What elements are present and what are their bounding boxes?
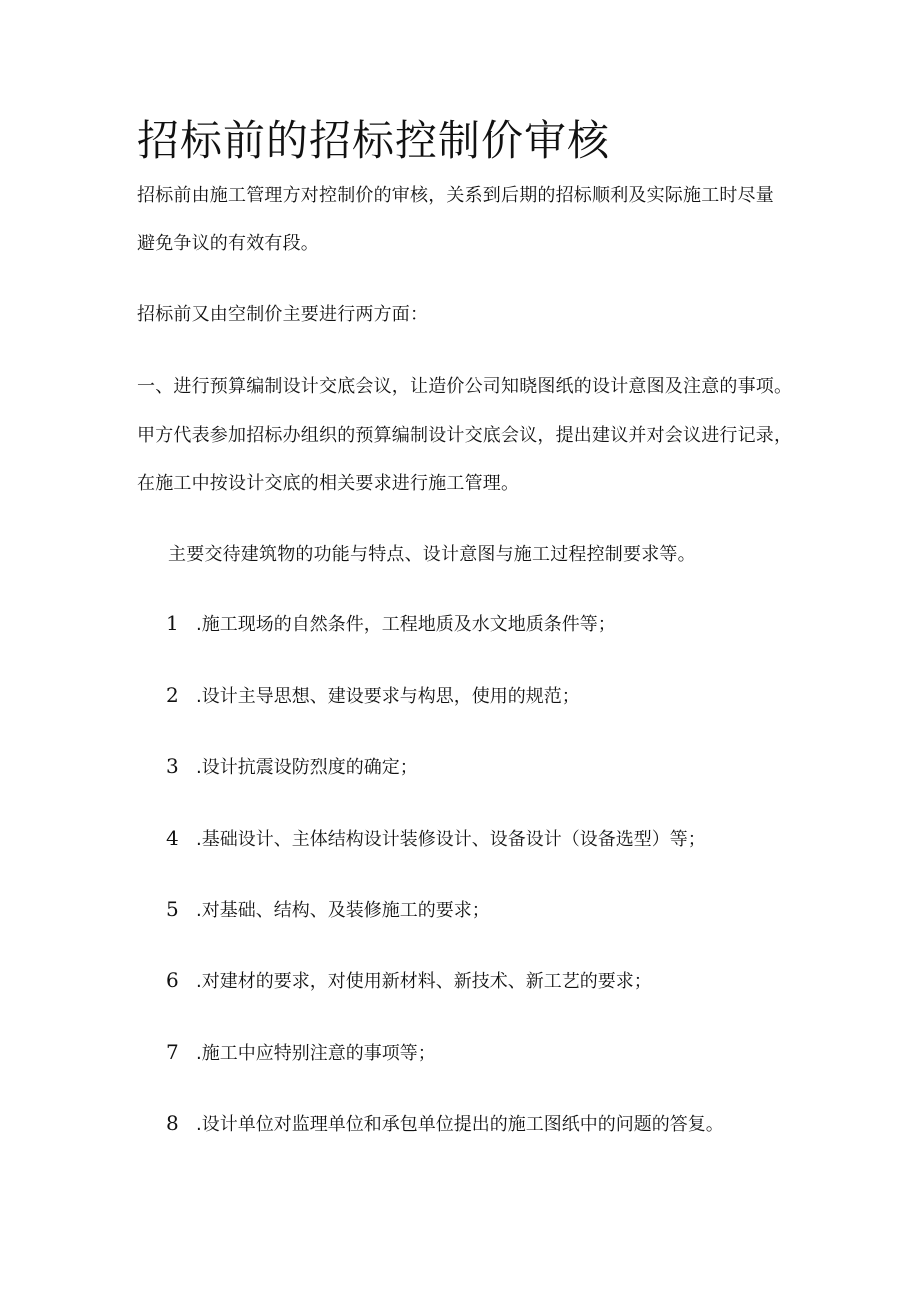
list-item-text: .施工中应特别注意的事项等； <box>196 1043 436 1064</box>
list-item-text: .基础设计、主体结构设计装修设计、设备设计（设备选型）等； <box>196 829 706 850</box>
section-lead: 招标前又由空制价主要进行两方面： <box>137 304 429 325</box>
list-item <box>166 825 706 851</box>
list-item-text: .设计抗震设防烈度的确定； <box>196 757 418 778</box>
list-item-text: .设计主导思想、建设要求与构思，使用的规范； <box>196 686 580 707</box>
list-item <box>166 610 616 636</box>
part1-line-1: 一、进行预算编制设计交底会议，让造价公司知晓图纸的设计意图及注意的事项。 <box>137 376 793 397</box>
list-item <box>166 682 580 708</box>
list-item-text: .施工现场的自然条件，工程地质及水文地质条件等； <box>196 614 616 635</box>
intro-line-1: 招标前由施工管理方对控制价的审核，关系到后期的招标顺利及实际施工时尽量 <box>137 185 774 206</box>
part1-line-3: 在施工中按设计交底的相关要求进行施工管理。 <box>137 473 520 494</box>
main-points: 主要交待建筑物的功能与特点、设计意图与施工过程控制要求等。 <box>168 544 696 565</box>
list-item <box>166 1110 724 1136</box>
part1-line-2: 甲方代表参加招标办组织的预算编制设计交底会议，提出建议并对会议进行记录， <box>137 425 793 446</box>
list-item-text: .对建材的要求，对使用新材料、新技术、新工艺的要求； <box>196 971 652 992</box>
intro-line-2: 避免争议的有效有段。 <box>137 233 319 254</box>
list-item-number: 5 <box>166 897 179 921</box>
list-item-text: .设计单位对监理单位和承包单位提出的施工图纸中的问题的答复。 <box>196 1114 724 1135</box>
list-item-number: 8 <box>166 1111 179 1135</box>
list-item-number: 3 <box>166 754 179 778</box>
list-item-number: 7 <box>166 1040 179 1064</box>
list-item-text: .对基础、结构、及装修施工的要求； <box>196 900 490 921</box>
list-item <box>166 1039 436 1065</box>
list-item-number: 4 <box>166 826 179 850</box>
page-title: 招标前的招标控制价审核 <box>137 116 611 165</box>
list-item <box>166 896 490 922</box>
list-item <box>166 753 418 779</box>
list-item-number: 1 <box>166 611 179 635</box>
list-item-number: 2 <box>166 683 179 707</box>
list-item <box>166 967 652 993</box>
list-item-number: 6 <box>166 968 179 992</box>
